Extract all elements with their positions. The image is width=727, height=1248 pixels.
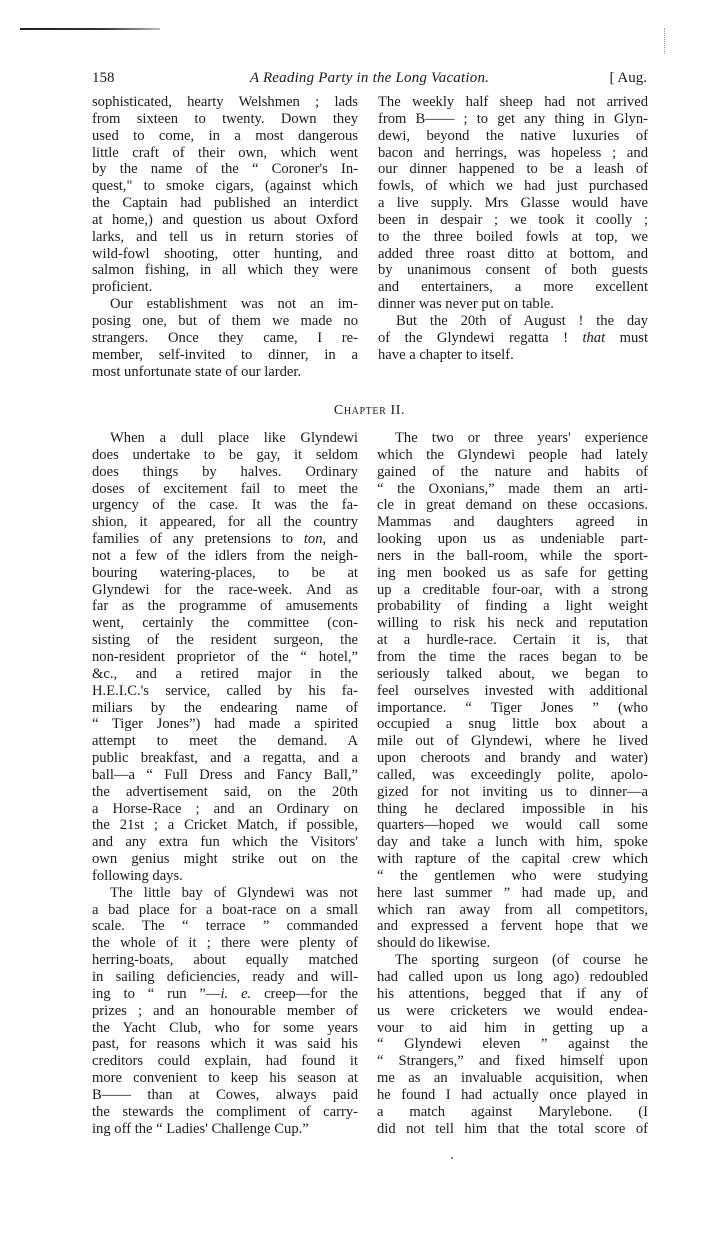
text-line-mixed	[378, 330, 648, 347]
text-line: at home,) and question us about Oxford	[92, 211, 358, 228]
text-line: used to come, in a most dangerous	[92, 127, 358, 144]
text-line: “ the Oxonians,” made them an arti-	[377, 480, 648, 497]
text-line-mixed	[92, 531, 358, 548]
text-span: creep—for the	[251, 985, 358, 1002]
text-line: should do likewise.	[377, 935, 491, 952]
text-line: day and take a lunch with him, spoke	[377, 834, 648, 851]
text-line: probability of finding a light weight	[377, 598, 648, 615]
text-line: wild-fowl shooting, otter hunting, and	[92, 245, 358, 262]
text-line: does undertake to be gay, it seldom	[92, 446, 358, 463]
section2-right-column	[377, 430, 648, 1137]
text-line: sophisticated, hearty Welshmen ; lads	[92, 94, 358, 110]
text-line: public breakfast, and a regatta, and a	[92, 750, 358, 767]
italic-emphasis: that	[582, 329, 606, 346]
text-line: by the name of the “ Coroner's In-	[92, 161, 358, 178]
text-span: must	[605, 329, 649, 346]
text-line: which ran away from all competitors,	[377, 901, 648, 918]
text-line: have a chapter to itself.	[378, 346, 514, 363]
text-line: the advertisement said, on the 20th	[92, 783, 358, 800]
text-line: proficient.	[92, 279, 153, 296]
text-line: “ Glyndewi eleven ” against the	[377, 1036, 648, 1053]
text-line: which the Glyndewi people had lately	[377, 446, 648, 463]
text-line: cle in great demand on these occasions.	[377, 497, 648, 514]
text-line: posing one, but of them we made no	[92, 312, 358, 329]
text-line: the stewards the compliment of carry-	[92, 1103, 358, 1120]
text-line: not a few of the idlers from the neigh-	[92, 547, 358, 564]
text-line: he found I had actually once played in	[377, 1086, 648, 1103]
text-line: occupied a snug little box about a	[377, 716, 648, 733]
section2-left-column	[92, 430, 358, 1137]
text-line: to the three boiled fowls at top, we	[378, 228, 648, 245]
text-line: willing to risk his neck and reputation	[377, 615, 648, 632]
text-span: families of any pretensions to	[92, 531, 304, 548]
text-line: past, for reasons which it was said his	[92, 1036, 358, 1053]
text-line: looking upon us as undeniable part-	[377, 531, 648, 548]
text-line: does things by halves. Ordinary	[92, 463, 358, 480]
text-line: ing off the “ Ladies' Challenge Cup.”	[92, 1120, 309, 1137]
text-line: “ Strangers,” and fixed himself upon	[377, 1053, 648, 1070]
text-line: ball—a “ Full Dress and Fancy Ball,”	[92, 766, 358, 783]
text-line: the Yacht Club, who for some years	[92, 1019, 358, 1036]
text-line: gained of the nature and habits of	[377, 463, 648, 480]
text-line: quarters—hoped we would call some	[377, 817, 648, 834]
running-month: [ Aug.	[609, 70, 647, 86]
text-line: and any extra fun which the Visitors'	[92, 834, 358, 851]
text-line: fowls, of which we had just purchased	[378, 178, 648, 195]
text-line: “ the gentlemen who were studying	[377, 867, 648, 884]
text-line: the whole of it ; there were plenty of	[92, 935, 358, 952]
italic-emphasis: i. e.	[220, 985, 252, 1002]
text-line: importance. “ Tiger Jones ” (who	[377, 699, 648, 716]
text-line: shion, it appeared, for all the country	[92, 514, 358, 531]
paragraph-start-line: When a dull place like Glyndewi	[110, 430, 358, 446]
text-line: dinner was never put on table.	[378, 296, 554, 313]
page-number: 158	[92, 70, 115, 86]
paragraph-start-line: But the 20th of August ! the day	[396, 312, 648, 329]
chapter-heading: Chapter II.	[333, 403, 406, 418]
text-line: non-resident proprietor of the “ hotel,”	[92, 648, 358, 665]
paragraph-start-line: The sporting surgeon (of course he	[395, 952, 648, 969]
text-line: dewi, beyond the native luxuries of	[378, 127, 648, 144]
paragraph-start-line: The two or three years' experience	[395, 430, 648, 446]
text-line: the Captain had published an interdict	[92, 195, 358, 212]
text-line: thing he declared impossible in his	[377, 800, 648, 817]
text-span: ing to “ run ”—	[92, 985, 221, 1002]
text-line: had called upon us long ago) redoubled	[377, 969, 648, 985]
text-line: prizes ; and an honourable member of	[92, 1002, 358, 1019]
text-line: at a hurdle-race. Certain it is, that	[377, 632, 648, 649]
text-line: bouring watering-places, to be at	[92, 564, 358, 581]
text-line: and expressed a fervent hope that we	[377, 918, 648, 935]
text-line: gized for not inviting us to dinner—a	[377, 783, 648, 800]
text-line: quest," to smoke cigars, (against which	[92, 178, 358, 195]
text-line: added three roast ditto at bottom, and	[378, 245, 648, 262]
text-line: been in despair ; we took it coolly ;	[378, 211, 648, 228]
text-line: salmon fishing, in all which they were	[92, 262, 358, 279]
text-line: went, certainly the committee (con-	[92, 615, 358, 632]
text-line: sisting of the resident surgeon, the	[92, 632, 358, 649]
text-line: from sixteen to twenty. Down they	[92, 110, 358, 127]
text-line: urgency of the case. It was the fa-	[92, 497, 358, 514]
text-line: a Horse-Race ; and an Ordinary on	[92, 800, 358, 817]
text-line: larks, and tell us in return stories of	[92, 228, 358, 245]
text-line: scale. The “ terrace ” commanded	[92, 918, 358, 935]
text-line: strangers. Once they came, I re-	[92, 329, 358, 346]
text-line: our dinner happened to be a leash of	[378, 161, 648, 178]
text-line: &c., and a retired major in the	[92, 665, 358, 682]
running-title: A Reading Party in the Long Vacation.	[249, 70, 490, 86]
text-line: most unfortunate state of our larder.	[92, 363, 302, 380]
text-line: feel ourselves invested with additional	[377, 682, 648, 699]
section1-right-column	[378, 94, 648, 364]
text-line: seriously talked about, we began to	[377, 665, 648, 682]
text-line-mixed	[92, 986, 358, 1003]
text-line: in sailing deficiencies, ready and will-	[92, 969, 358, 985]
text-line: from the time the races began to be	[377, 648, 648, 665]
text-line: here last summer ” had made up, and	[377, 884, 648, 901]
text-line: up a creditable four-oar, with a strong	[377, 581, 648, 598]
text-line: and entertainers, a more excellent	[378, 279, 648, 296]
text-line: us were cricketers we would endea-	[377, 1002, 648, 1019]
text-line: doses of excitement fail to meet the	[92, 480, 358, 497]
text-line: the 21st ; a Cricket Match, if possible,	[92, 817, 358, 834]
text-line: by unanimous consent of both guests	[378, 262, 648, 279]
text-span: , and	[322, 531, 358, 548]
text-line: Glyndewi for the race-week. And as	[92, 581, 358, 598]
text-line: mile out of Glyndewi, where he lived	[377, 733, 648, 750]
text-line: upon cheroots and brandy and water)	[377, 750, 648, 767]
running-header	[92, 68, 647, 90]
text-line: far as the programme of amusements	[92, 598, 358, 615]
text-line: H.E.I.C.'s service, called by his fa-	[92, 682, 358, 699]
paragraph-start-line: The little bay of Glyndewi was not	[110, 884, 358, 901]
text-line: bacon and herrings, was hopeless ; and	[378, 144, 648, 161]
text-line: following days.	[92, 867, 183, 884]
italic-emphasis: ton	[303, 531, 323, 548]
text-line: did not tell him that the total score of	[377, 1120, 648, 1137]
print-speck	[451, 1157, 453, 1159]
section1-left-column	[92, 94, 358, 380]
text-line: ners in the ball-room, while the sport-	[377, 547, 648, 564]
text-line: his attentions, begged that if any of	[377, 985, 648, 1002]
text-line: “ Tiger Jones”) had made a spirited	[92, 716, 358, 733]
text-line: a live supply. Mrs Glasse would have	[378, 195, 648, 212]
text-line: vour to aid him in getting up a	[377, 1019, 648, 1036]
text-line: herring-boats, about equally matched	[92, 952, 358, 969]
text-line: with rapture of the capital crew which	[377, 851, 648, 868]
text-line: Mammas and daughters agreed in	[377, 514, 648, 531]
text-line: called, was exceedingly polite, apolo-	[377, 766, 648, 783]
paragraph-start-line: Our establishment was not an im-	[110, 296, 358, 313]
text-line: own genius might strike out on the	[92, 851, 358, 868]
text-line: a bad place for a boat-race on a small	[92, 901, 358, 918]
text-line: more convenient to keep his season at	[92, 1070, 358, 1087]
text-line: little craft of their own, which went	[92, 144, 358, 161]
text-line: from B—— ; to get any thing in Glyn-	[378, 110, 648, 127]
text-line: The weekly half sheep had not arrived	[378, 94, 648, 110]
top-rule	[20, 28, 160, 30]
page-edge-mark	[664, 28, 666, 54]
text-span: of the Glyndewi regatta !	[378, 329, 583, 346]
text-line: creditors could explain, had found it	[92, 1053, 358, 1070]
text-line: me as an invaluable acquisition, when	[377, 1070, 648, 1087]
text-line: ing men booked us as safe for getting	[377, 564, 648, 581]
text-line: member, self-invited to dinner, in a	[92, 346, 358, 363]
text-line: attempt to meet the demand. A	[92, 733, 358, 750]
text-line: miliars by the endearing name of	[92, 699, 358, 716]
text-line: a match against Marylebone. (I	[377, 1103, 648, 1120]
text-line: B—— than at Cowes, always paid	[92, 1086, 358, 1103]
